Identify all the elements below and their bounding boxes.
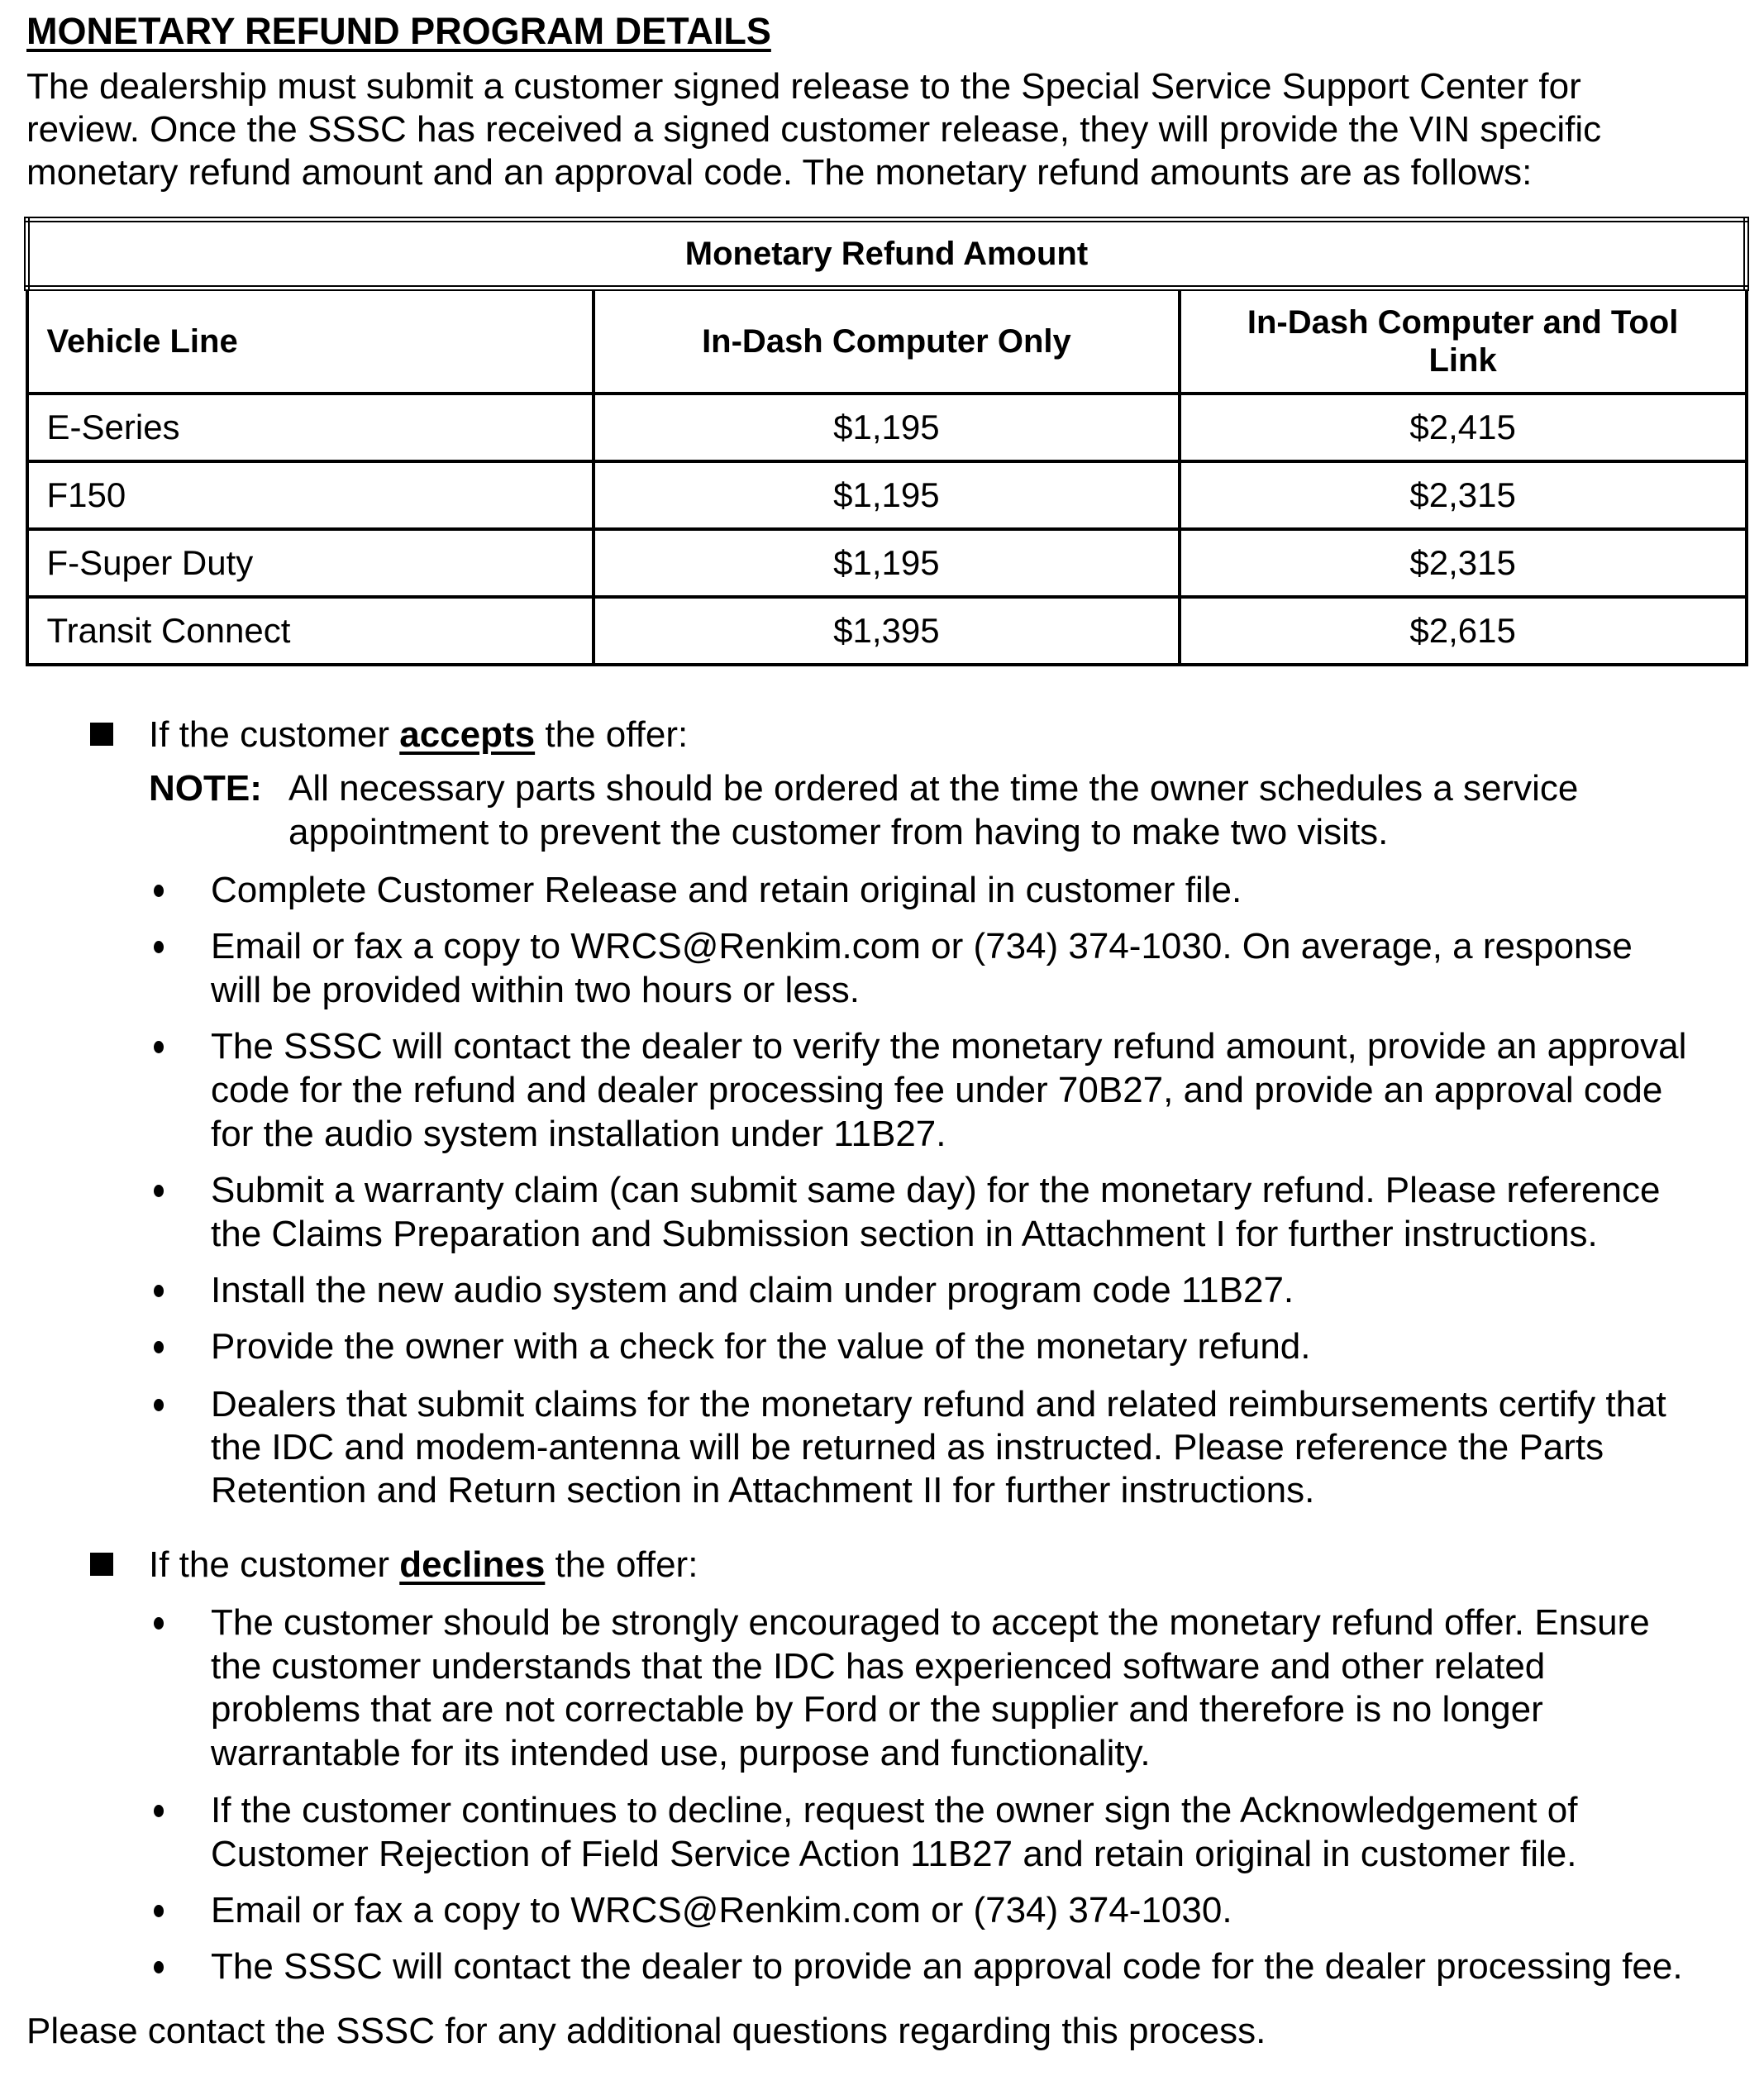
intro-line: The dealership must submit a customer signed release to the Special Service Support Center for [26,66,1581,107]
list-item: Dealers that submit claims for the monetary refund and related reimbursements certify that [211,1384,1666,1425]
idc-only-cell: $1,195 [594,461,1180,529]
list-item: Install the new audio system and claim under program code 11B27. [211,1270,1294,1310]
list-item: the IDC and modem-antenna will be returned as instructed. Please reference the Parts [211,1427,1604,1467]
square-bullet-icon [90,723,113,746]
bullet-icon [154,1399,164,1411]
list-item: will be provided within two hours or less. [211,970,861,1010]
list-item: Submit a warranty claim (can submit same day) for the monetary refund. Please reference [211,1170,1661,1210]
idc-tool-link-cell: $2,315 [1180,529,1747,597]
refund-amount-table [24,217,1749,666]
table-row [27,597,1747,665]
header-idc-tool-link: In-Dash Computer and Tool Link [1180,289,1747,394]
bullet-icon [154,1341,164,1353]
list-item: problems that are not correctable by Ford or the supplier and therefore is no longer [211,1689,1543,1730]
bullet-icon [154,1041,164,1053]
bullet-icon [154,1185,164,1197]
intro-line: monetary refund amount and an approval code. The monetary refund amounts are as follows: [26,152,1533,193]
list-item: The SSSC will contact the dealer to provide an approval code for the dealer processing fee. [211,1946,1683,1987]
table-caption: Monetary Refund Amount [27,220,1747,289]
page-title: MONETARY REFUND PROGRAM DETAILS [26,10,771,52]
intro-line: review. Once the SSSC has received a signed customer release, they will provide the VIN specific [26,109,1602,150]
list-item: warrantable for its intended use, purpose and functionality. [211,1733,1151,1773]
table-row [27,461,1747,529]
table-row [27,394,1747,461]
list-item: code for the refund and dealer processing fee under 70B27, and provide an approval code [211,1070,1663,1110]
list-item: the customer understands that the IDC has experienced software and other related [211,1646,1546,1687]
vehicle-cell: F-Super Duty [27,529,594,597]
vehicle-cell: E-Series [27,394,594,461]
accepts-keyword: accepts [399,714,536,755]
vehicle-cell: Transit Connect [27,597,594,665]
list-item: Provide the owner with a check for the value of the monetary refund. [211,1326,1311,1367]
list-item: the Claims Preparation and Submission section in Attachment I for further instructions. [211,1214,1598,1254]
list-item: Retention and Return section in Attachment II for further instructions. [211,1470,1315,1510]
bullet-icon [154,1617,164,1630]
header-idc-only: In-Dash Computer Only [594,289,1180,394]
list-item: Customer Rejection of Field Service Action 11B27 and retain original in customer file. [211,1834,1577,1874]
header-vehicle-line: Vehicle Line [27,289,594,394]
note-label: NOTE: [149,768,262,809]
idc-tool-link-cell: $2,415 [1180,394,1747,461]
list-item: for the audio system installation under 11B27. [211,1114,946,1154]
declines-heading: If the customer declines the offer: [149,1544,698,1585]
bullet-icon [154,1961,164,1973]
list-item: If the customer continues to decline, request the owner sign the Acknowledgement of [211,1790,1578,1830]
square-bullet-icon [90,1553,113,1576]
bullet-icon [154,941,164,953]
list-item: Complete Customer Release and retain original in customer file. [211,870,1242,910]
note-line: appointment to prevent the customer from having to make two visits. [288,812,1389,852]
list-item: The SSSC will contact the dealer to verify the monetary refund amount, provide an approval [211,1026,1687,1067]
bullet-icon [154,1285,164,1297]
bullet-icon [154,885,164,897]
table-row [27,529,1747,597]
accepts-heading: If the customer accepts the offer: [149,714,689,755]
table-header-row [27,289,1747,394]
bullet-icon [154,1905,164,1917]
idc-tool-link-cell: $2,315 [1180,461,1747,529]
idc-only-cell: $1,395 [594,597,1180,665]
list-item: The customer should be strongly encouraged to accept the monetary refund offer. Ensure [211,1602,1650,1643]
idc-only-cell: $1,195 [594,394,1180,461]
vehicle-cell: F150 [27,461,594,529]
idc-tool-link-cell: $2,615 [1180,597,1747,665]
idc-only-cell: $1,195 [594,529,1180,597]
bullet-icon [154,1805,164,1817]
list-item: Email or fax a copy to WRCS@Renkim.com or (734) 374-1030. [211,1890,1232,1930]
closing-text: Please contact the SSSC for any additional questions regarding this process. [26,2011,1266,2051]
note-line: All necessary parts should be ordered at the time the owner schedules a service [288,768,1579,809]
declines-keyword: declines [399,1544,546,1585]
list-item: Email or fax a copy to WRCS@Renkim.com or (734) 374-1030. On average, a response [211,926,1633,966]
